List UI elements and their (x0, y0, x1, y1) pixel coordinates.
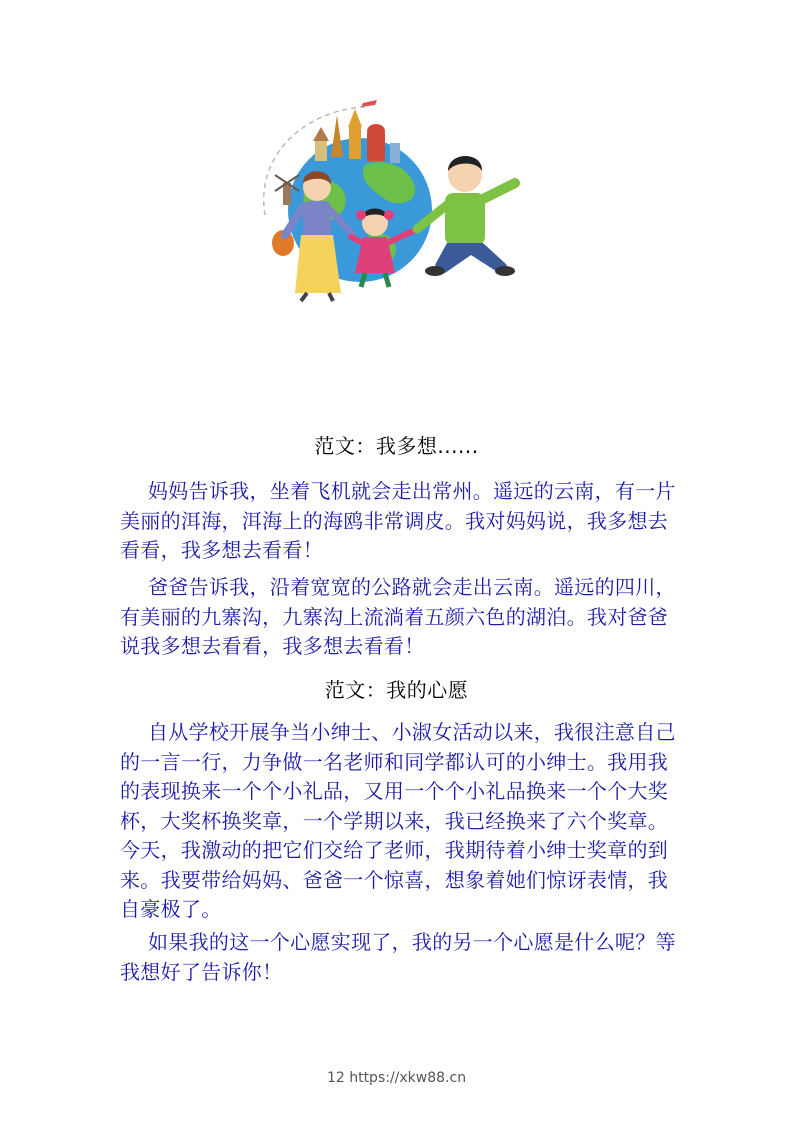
paragraph-father: 爸爸告诉我，沿着宽宽的公路就会走出云南。遥远的四川，有美丽的九寨沟，九寨沟上流淌着五颜六色的湖泊。我对爸爸说我多想去看看，我多想去看看！ (120, 575, 676, 658)
paragraph-wish: 自从学校开展争当小绅士、小淑女活动以来，我很注意自己的一言一行，力争做一名老师和同学都认可的小绅士。我用我的表现换来一个个小礼品，又用一个个小礼品换来一个个大奖杯，大奖杯换奖章，一个学期以来，我已经换来了六个奖章。今天，我激动的把它们交给了老师，我期待着小绅士奖章的到来。我要带给妈妈、爸爸一个惊喜，想象着她们惊讶表情，我自豪极了。 (120, 720, 676, 921)
page-title-first: 范文：我多想...... (314, 434, 479, 458)
family-travel-illustration (245, 95, 535, 310)
page-footer: 12 https://xkw88.cn (326, 1070, 467, 1086)
page-title-second: 范文：我的心愿 (324, 678, 469, 702)
paragraph-mother: 妈妈告诉我，坐着飞机就会走出常州。遥远的云南，有一片美丽的洱海，洱海上的海鸥非常调皮。我对妈妈说，我多想去看看，我多想去看看！ (120, 479, 676, 562)
paragraph-next-wish: 如果我的这一个心愿实现了，我的另一个心愿是什么呢？等我想好了告诉你！ (120, 930, 676, 984)
